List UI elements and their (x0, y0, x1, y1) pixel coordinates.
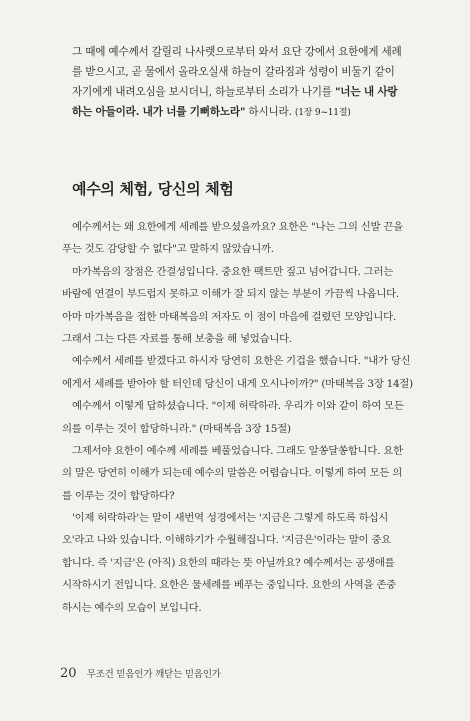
quote-line: 하는 아들이라. 내가 너를 기뻐하노라" 하시니라. (72, 106, 292, 118)
paragraph (62, 507, 418, 619)
page-footer (60, 662, 221, 681)
text-line: 에게서 세례를 받아야 할 터인데 당신이 내게 오시나이까?" (마태복음 3장 14절) (62, 377, 413, 390)
text-line: 시작하시기 전입니다. 요한은 물세례를 베푸는 중입니다. 요한의 사역을 존중 (62, 579, 396, 592)
text-line: 예수께서 이렇게 답하셨습니다. "이제 허락하라. 우리가 이와 같이 하여 모든 (72, 400, 404, 413)
text-line: 의를 이루는 것이 합당하니라." (마태복음 3장 15절) (62, 422, 291, 435)
text-line: 그제서야 요한이 예수께 세례를 베풀었습니다. 그래도 알쏭달쏭합니다. 요한 (72, 444, 403, 457)
text-line: 의 말은 당연히 이해가 되는데 예수의 말씀은 어렵습니다. 이렇게 하여 모든 의 (62, 467, 403, 480)
paragraph (62, 350, 418, 395)
text-line: 아마 마가복음을 접한 마태복음의 저자도 이 점이 마음에 걸렸던 모양입니다. (62, 310, 396, 323)
section-heading: 예수의 체험, 당신의 체험 (72, 180, 234, 198)
body-text (62, 216, 418, 619)
page-number: 20 (60, 666, 77, 681)
paragraph (62, 395, 418, 440)
text-line: '이제 허락하라'는 말이 새번역 성경에서는 '지금은 그렇게 하도록 하십시 (72, 512, 389, 525)
scripture-quote (72, 42, 402, 123)
text-line: 예수께서는 왜 요한에게 세례를 받으셨을까요? 요한은 "나는 그의 신발 끈을 (72, 221, 403, 233)
text-line: 합니다. 즉 '지금'은 (아직) 요한의 때라는 뜻 아닐까요? 예수께서는 공생애를 (62, 556, 395, 569)
text-line: 바람에 연결이 부드럽지 못하고 이해가 잘 되지 않는 부분이 가끔씩 나옵니다. (62, 288, 399, 301)
text-line: 그래서 그는 다른 자료를 통해 보충을 해 넣었습니다. (62, 332, 292, 345)
quote-line: 를 받으시고, 곧 물에서 올라오실새 하늘이 갈라짐과 성령이 비둘기 같이 (72, 66, 395, 78)
paragraph (62, 216, 418, 261)
running-book-title: 무조건 믿음인가 깨닫는 믿음인가 (86, 669, 221, 680)
paragraph (62, 440, 418, 507)
text-line: 예수께서 세례를 받겠다고 하시자 당연히 요한은 기겁을 했습니다. "내가 당신 (72, 355, 411, 368)
quote-emphasis: "너는 내 사랑 (334, 86, 398, 98)
quote-emphasis: 하는 아들이라. 내가 너를 기뻐하노라" (72, 106, 246, 118)
quote-citation: (1장 9~11절) (294, 108, 351, 118)
paragraph (62, 261, 418, 351)
text-line: 오'라고 나와 있습니다. 이해하기가 수월해집니다. '지금은'이라는 말이 중요 (62, 534, 391, 547)
text-line: 마가복음의 장점은 간결성입니다. 중요한 팩트만 짚고 넘어갑니다. 그러는 (72, 265, 394, 278)
text-line: 를 이루는 것이 합당하다? (62, 489, 175, 502)
text-line: 푸는 것도 감당할 수 없다"고 말하지 않았습니까. (62, 243, 274, 256)
quote-last-line-wrapper (72, 102, 402, 123)
quote-line: 그 때에 예수께서 갈릴리 나사렛으로부터 와서 요단 강에서 요한에게 세례 (72, 46, 402, 58)
text-line: 하시는 예수의 모습이 보입니다. (62, 601, 202, 614)
quote-line: 자기에게 내려오심을 보시더니, 하늘로부터 소리가 나기를 "너는 내 사랑 (72, 86, 398, 98)
